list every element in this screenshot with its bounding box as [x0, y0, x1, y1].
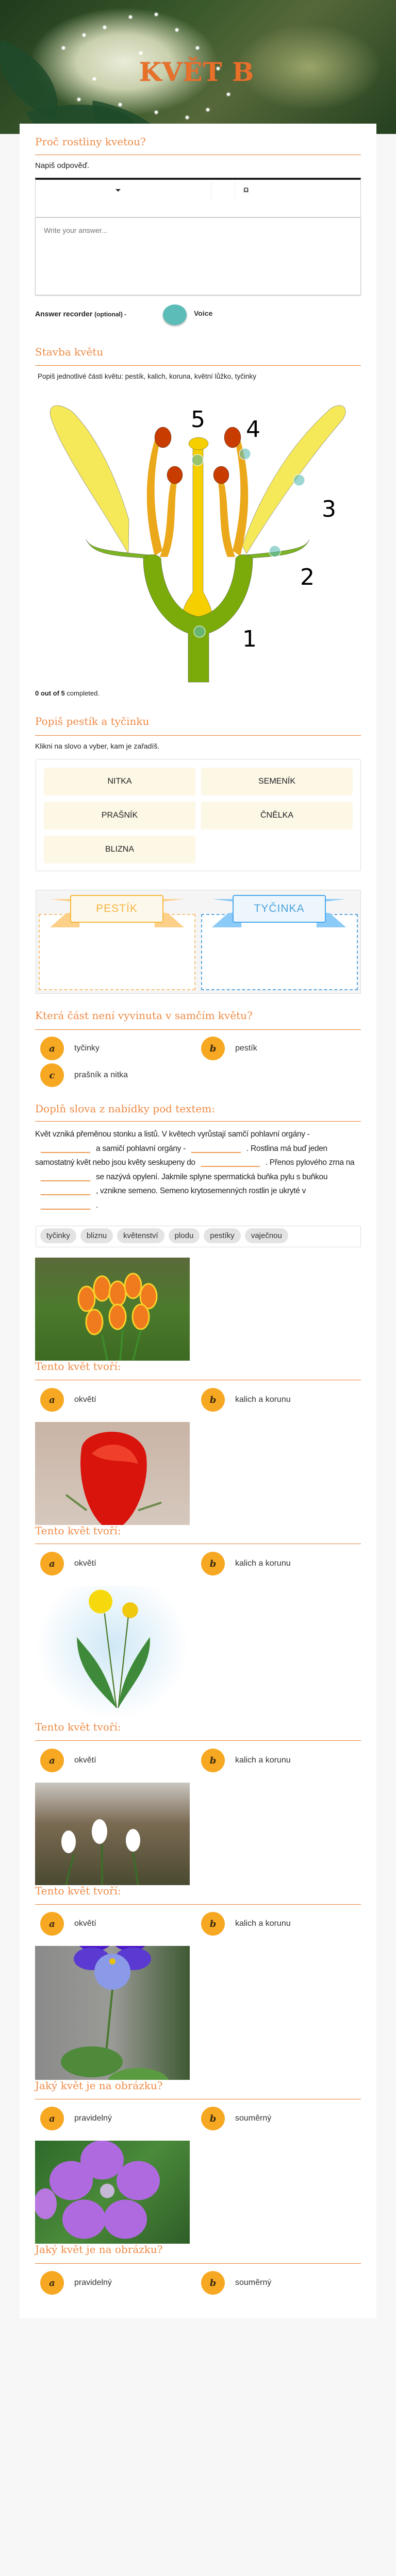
option-text: okvětí [74, 1395, 96, 1404]
cloze-segment: , vznikne semeno. Semeno krytosemenných rostlin je ukryté v [96, 1187, 306, 1195]
anther [167, 466, 183, 484]
word-tile[interactable]: ČNĚLKA [201, 802, 353, 829]
option-letter: a [40, 2271, 64, 2295]
cloze-text [35, 1127, 365, 1212]
option-text: souměrný [235, 2114, 272, 2123]
answer-option-c[interactable] [35, 1063, 190, 1087]
cloze-segment: se nazývá opylení. Jakmile splyne spermatická buňka pylu s buňkou [96, 1172, 328, 1181]
word-chip[interactable]: bliznu [80, 1228, 113, 1243]
cloze-segment: . Rostlina má buď jeden samostatný květ nebo jsou květy seskupeny do [35, 1144, 327, 1167]
answer-option-b[interactable] [196, 1552, 351, 1575]
cloze-blank[interactable] [201, 1158, 260, 1167]
option-letter: a [40, 1749, 64, 1772]
option-text: kalich a korunu [235, 1756, 291, 1765]
cloze-segment: Květ vzniká přeměnou stonku a listů. V květech vyrůstají samčí pohlavní orgány - [35, 1130, 310, 1139]
question-title: Tento květ tvoří: [35, 1524, 121, 1537]
anther [213, 466, 229, 484]
anther [224, 427, 241, 448]
question-title: Popiš pestík a tyčinku [35, 715, 150, 727]
option-text: kalich a korunu [235, 1919, 291, 1928]
option-letter: a [40, 1552, 64, 1575]
flower-diagram [0, 391, 396, 685]
answer-option-b[interactable] [196, 1912, 351, 1936]
question-title: Proč rostliny kvetou? [35, 135, 146, 148]
answer-option-b[interactable] [196, 2107, 351, 2130]
option-text: pravidelný [74, 2278, 112, 2287]
option-text: okvětí [74, 1756, 96, 1765]
question-title: Jaký květ je na obrázku? [35, 2079, 163, 2092]
word-chip[interactable]: tyčinky [40, 1228, 76, 1243]
answer-option-b[interactable] [196, 1388, 351, 1412]
voice-label: Voice [194, 309, 213, 317]
option-text: pravidelný [74, 2114, 112, 2123]
diagram-label-5: 5 [191, 406, 205, 433]
option-text: kalich a korunu [235, 1395, 291, 1404]
question-title: Stavba květu [35, 346, 104, 358]
stamen-filament [217, 476, 235, 557]
option-letter: b [201, 2271, 225, 2295]
recorder-optional: (optional) - [94, 311, 127, 318]
progress-suffix: completed. [64, 689, 100, 697]
question-instruction: Napiš odpověď. [35, 161, 90, 170]
divider [35, 1740, 361, 1741]
question-instruction: Klikni na slovo a vyber, kam je zařadíš. [35, 742, 160, 750]
progress-status [35, 689, 100, 697]
option-letter: b [201, 1912, 225, 1936]
word-tile[interactable]: NITKA [44, 768, 195, 795]
option-letter: b [201, 1037, 225, 1060]
option-text: prašník a nitka [74, 1071, 128, 1079]
word-chip[interactable]: plodu [169, 1228, 200, 1243]
cloze-segment: . Přenos pylového zrna na [265, 1158, 355, 1167]
question-title: Tento květ tvoří: [35, 1360, 121, 1372]
voice-record-button[interactable] [163, 304, 187, 325]
pistil [182, 448, 212, 618]
answer-option-a[interactable] [35, 1749, 190, 1772]
option-text: kalich a korunu [235, 1559, 291, 1568]
divider [35, 1904, 361, 1905]
answer-option-b[interactable] [196, 2271, 351, 2295]
word-tile[interactable]: PRAŠNÍK [44, 802, 195, 829]
bin-label-tycinka: TYČINKA [233, 895, 326, 923]
anther [155, 427, 171, 448]
option-letter: b [201, 2107, 225, 2130]
answer-recorder [35, 310, 126, 318]
hotspot-marker [194, 626, 205, 637]
word-chip[interactable]: vaječnou [245, 1228, 288, 1243]
divider [35, 1029, 361, 1030]
word-tile[interactable]: BLIZNA [44, 836, 195, 863]
bin-label-pestik: PESTÍK [70, 895, 163, 923]
stamen-filament [160, 476, 178, 557]
snowdrops-image [35, 1783, 190, 1885]
dandelion-image [35, 1586, 190, 1720]
caret-down-icon [116, 189, 121, 194]
question-title: Doplň slova z nabídky pod textem: [35, 1103, 216, 1115]
option-text: okvětí [74, 1919, 96, 1928]
option-letter: a [40, 2107, 64, 2130]
cloze-blank[interactable] [40, 1172, 91, 1181]
answer-option-b[interactable] [196, 1749, 351, 1772]
answer-option-a[interactable] [35, 1552, 190, 1575]
answer-option-b[interactable] [196, 1037, 351, 1060]
answer-option-a[interactable] [35, 2271, 190, 2295]
option-text: souměrný [235, 2278, 272, 2287]
geranium-image [35, 2141, 190, 2244]
option-letter: a [40, 1912, 64, 1936]
cloze-segment: . [96, 1200, 98, 1210]
question-title: Tento květ tvoří: [35, 1885, 121, 1897]
option-text: okvětí [74, 1559, 96, 1568]
cloze-blank[interactable] [40, 1144, 91, 1153]
tulips-image [35, 1258, 190, 1361]
editor-toolbar [35, 178, 361, 218]
option-letter: c [40, 1063, 64, 1087]
sepal-left [86, 539, 149, 558]
page-title: KVĚT B [139, 57, 255, 87]
option-letter: b [201, 1552, 225, 1575]
divider [35, 1121, 361, 1122]
word-chip[interactable]: pestíky [204, 1228, 241, 1243]
hotspot-marker [192, 454, 203, 466]
answer-option-a[interactable] [35, 1037, 190, 1060]
answer-textarea[interactable] [35, 218, 361, 295]
diagram-label-4: 4 [246, 416, 260, 443]
question-instruction: Popiš jednotlivé části květu: pestík, kalich, koruna, květní lůžko, tyčinky [38, 372, 256, 380]
divider [35, 2263, 361, 2264]
stigma [189, 437, 208, 450]
cloze-blank[interactable] [40, 1186, 91, 1195]
answer-option-a[interactable] [35, 2107, 190, 2130]
option-text: tyčinky [74, 1044, 100, 1053]
answer-option-a[interactable] [35, 1388, 190, 1412]
option-letter: b [201, 1388, 225, 1412]
word-tile[interactable]: SEMENÍK [201, 768, 353, 795]
stamen-filament [147, 440, 162, 556]
question-title: Která část není vyvinuta v samčím květu? [35, 1009, 253, 1022]
diagram-label-2: 2 [300, 564, 315, 590]
diagram-label-1: 1 [242, 626, 257, 652]
cloze-segment: a samičí pohlavní orgány - [96, 1144, 186, 1153]
header-image [0, 0, 396, 134]
progress-count: 0 out of 5 [35, 689, 65, 697]
hotspot-marker [239, 448, 251, 460]
word-chip[interactable]: květenství [117, 1228, 164, 1243]
option-letter: a [40, 1037, 64, 1060]
question-title: Jaký květ je na obrázku? [35, 2243, 163, 2256]
cloze-blank[interactable] [40, 1200, 91, 1210]
recorder-label: Answer recorder [35, 310, 93, 318]
word-chip-bank [36, 1226, 361, 1247]
option-text: pestík [235, 1044, 257, 1053]
cloze-blank[interactable] [191, 1144, 241, 1153]
hotspot-marker [269, 546, 280, 557]
hotspot-marker [293, 474, 305, 486]
option-letter: a [40, 1388, 64, 1412]
option-letter: b [201, 1749, 225, 1772]
answer-option-a[interactable] [35, 1912, 190, 1936]
violet-image [35, 1946, 190, 2080]
format-dropdown[interactable] [113, 187, 128, 197]
divider [35, 735, 361, 736]
red-rose-image [35, 1422, 190, 1525]
special-character-button[interactable]: Ω [243, 186, 249, 194]
divider [35, 365, 361, 366]
question-title: Tento květ tvoří: [35, 1721, 121, 1733]
petal-left [50, 405, 129, 554]
diagram-label-3: 3 [322, 496, 336, 522]
